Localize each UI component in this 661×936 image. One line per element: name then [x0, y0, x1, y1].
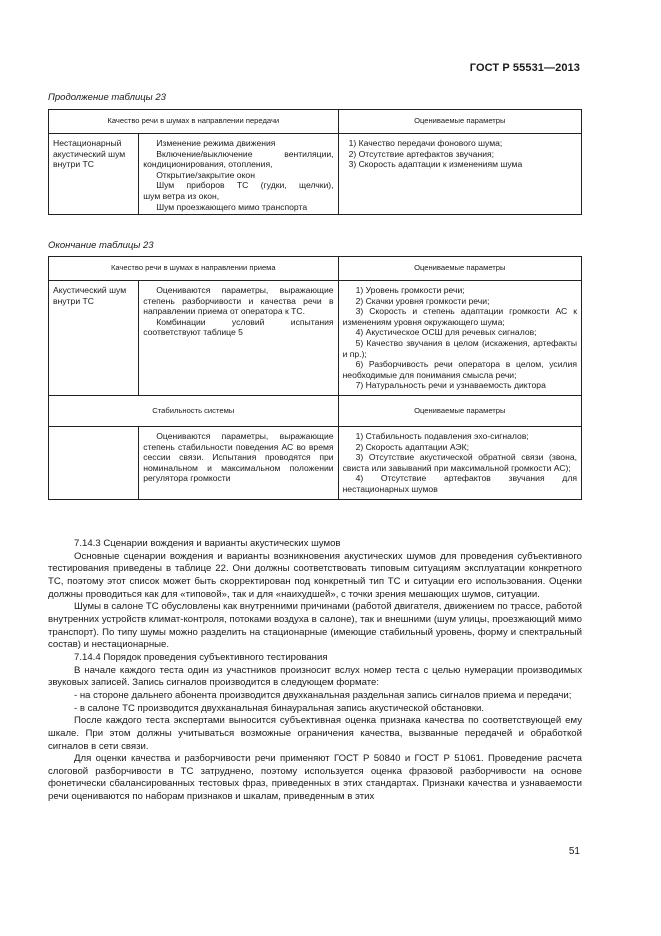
paragraph: Для оценки качества и разборчивости речи применяют ГОСТ Р 50840 и ГОСТ Р 51061. Проведение расчета слоговой разборчивости в ТС затруднено, поэтому используется оценка фразовой разборчивости на основе фонетически сбалансированных тестовых фраз, приведенных в этих стандартах. Признаки качества и узнаваемости речи оцениваются по наборам признаков и шкалам, приведенным в этих	[48, 753, 582, 803]
param-item: 4) Отсутствие артефактов звучания для нестационарных шумов	[342, 473, 577, 494]
param-item: 4) Акустическое ОСШ для речевых сигналов;	[355, 327, 537, 338]
body-text	[48, 538, 582, 804]
column-header-stability: Стабильность системы	[49, 395, 339, 426]
section-heading-7-14-3: 7.14.3 Сценарии вождения и варианты акустических шумов	[74, 538, 341, 549]
parameters-cell	[338, 426, 581, 499]
condition-cell: Акустический шум внутри ТС	[49, 281, 139, 396]
column-header-parameters: Оцениваемые параметры	[338, 110, 581, 134]
desc-line: Открытие/закрытие окон	[156, 169, 255, 180]
desc-line: Включение/выключение вентиляции,	[156, 148, 334, 159]
column-header-parameters: Оцениваемые параметры	[338, 257, 581, 281]
desc-line: кондиционирования, отопления,	[143, 159, 273, 170]
condition-cell	[49, 426, 139, 499]
description-cell	[139, 134, 338, 215]
table-caption-continued: Продолжение таблицы 23	[48, 92, 166, 103]
table-subheader-row	[49, 395, 582, 426]
param-line: 3) Скорость адаптации к изменениям шума	[348, 159, 523, 170]
column-header-reception: Качество речи в шумах в направлении приема	[49, 257, 339, 281]
param-line: 2) Отсутствие артефактов звучания;	[348, 148, 495, 159]
param-line: 1) Качество передачи фонового шума;	[348, 138, 503, 148]
param-item: 3) Отсутствие акустической обратной связи (звона, свиста или завываний при максимальной громкости АС);	[342, 452, 577, 473]
table-23-continued	[48, 109, 582, 215]
desc-line: Изменение режима движения	[156, 138, 276, 148]
table-header-row	[49, 257, 582, 281]
paragraph: После каждого теста экспертами выносится субъективная оценка признака качества по соответствующей ему шкале. При этом должны учитываться возможные ограничения качества, вызванные передачей и обработкой сигналов в сети связи.	[48, 715, 582, 752]
description-cell	[139, 281, 338, 396]
parameters-cell	[338, 134, 581, 215]
desc-paragraph: Комбинации условий испытания соответствуют таблице 5	[143, 316, 334, 338]
document-id: ГОСТ Р 55531—2013	[469, 62, 580, 74]
param-item: 1) Уровень громкости речи;	[355, 285, 465, 295]
desc-line: Шум проезжающего мимо транспорта	[156, 201, 308, 212]
desc-paragraph: Оцениваются параметры, выражающие степень стабильности поведения АС во время сессии связи. Испытания проводятся при номинальном и максимальном положении регулятора громкости	[143, 430, 334, 484]
param-item: 6) Разборчивость речи оператора в целом, усилия необходимые для понимания смысла речи;	[342, 359, 577, 380]
paragraph: Основные сценарии вождения и варианты возникновения акустических шумов для проведения субъективного тестирования приведены в таблице 22. Они должны соответствовать типовым ситуациям эксплуатации конкретного ТС, поэтому этот список может быть скорректирован под конкретный тип ТС и ситуации его использования. Оценки должны проводиться как для «типовой», так и для «наихудшей», с точки зрения мешающих шумов, ситуации.	[48, 550, 582, 600]
table-row	[49, 281, 582, 396]
table-row	[49, 426, 582, 499]
param-item: 2) Скачки уровня громкости речи;	[355, 295, 490, 306]
page-number: 51	[568, 846, 580, 857]
paragraph: Шумы в салоне ТС обусловлены как внутренними причинами (работой двигателя, движением по трассе, работой внутренних устройств климат-контроля, потоками воздуха в салоне), так и внешними (шум улицы, проезжающий мимо транспорт). По типу шумы можно разделить на стационарные (имеющие стабильный уровень, форму и спектральный состав) и нестационарные.	[48, 601, 582, 651]
parameters-cell	[338, 281, 581, 396]
paragraph: В начале каждого теста один из участников произносит вслух номер теста с целью нумерации производимых звуковых записей. Запись сигналов производится в следующем формате:	[48, 664, 582, 689]
param-item: 7) Натуральность речи и узнаваемость диктора	[355, 380, 546, 391]
table-caption-end: Окончание таблицы 23	[48, 240, 154, 251]
condition-cell: Нестационарный акустический шум внутри ТС	[49, 134, 139, 215]
param-item: 2) Скорость адаптации АЭК;	[355, 441, 469, 452]
table-header-row	[49, 110, 582, 134]
param-item: 1) Стабильность подавления эхо-сигналов;	[355, 430, 529, 441]
list-item: - на стороне дальнего абонента производится двухканальная раздельная запись сигналов приема и передачи;	[74, 689, 572, 701]
list-item: - в салоне ТС производится двухканальная бинауральная запись акустической обстановки.	[74, 702, 485, 714]
column-header-parameters: Оцениваемые параметры	[338, 395, 581, 426]
param-item: 5) Качество звучания в целом (искажения, артефакты и пр.);	[342, 337, 577, 359]
table-row	[49, 134, 582, 215]
param-item: 3) Скорость и степень адаптации громкости АС к изменениям уровня окружающего шума;	[342, 306, 577, 327]
desc-paragraph: Оцениваются параметры, выражающие степень разборчивости и качества речи в направлении приема от оператора к ТС.	[143, 285, 334, 317]
section-heading-7-14-4: 7.14.4 Порядок проведения субъективного тестирования	[74, 651, 328, 663]
description-cell	[139, 426, 338, 499]
desc-line: Шум приборов ТС (гудки, щелчки),	[156, 180, 334, 191]
column-header-transmission: Качество речи в шумах в направлении передачи	[49, 110, 339, 134]
table-23-end	[48, 256, 582, 500]
desc-line: шум ветра из окон,	[143, 190, 220, 201]
